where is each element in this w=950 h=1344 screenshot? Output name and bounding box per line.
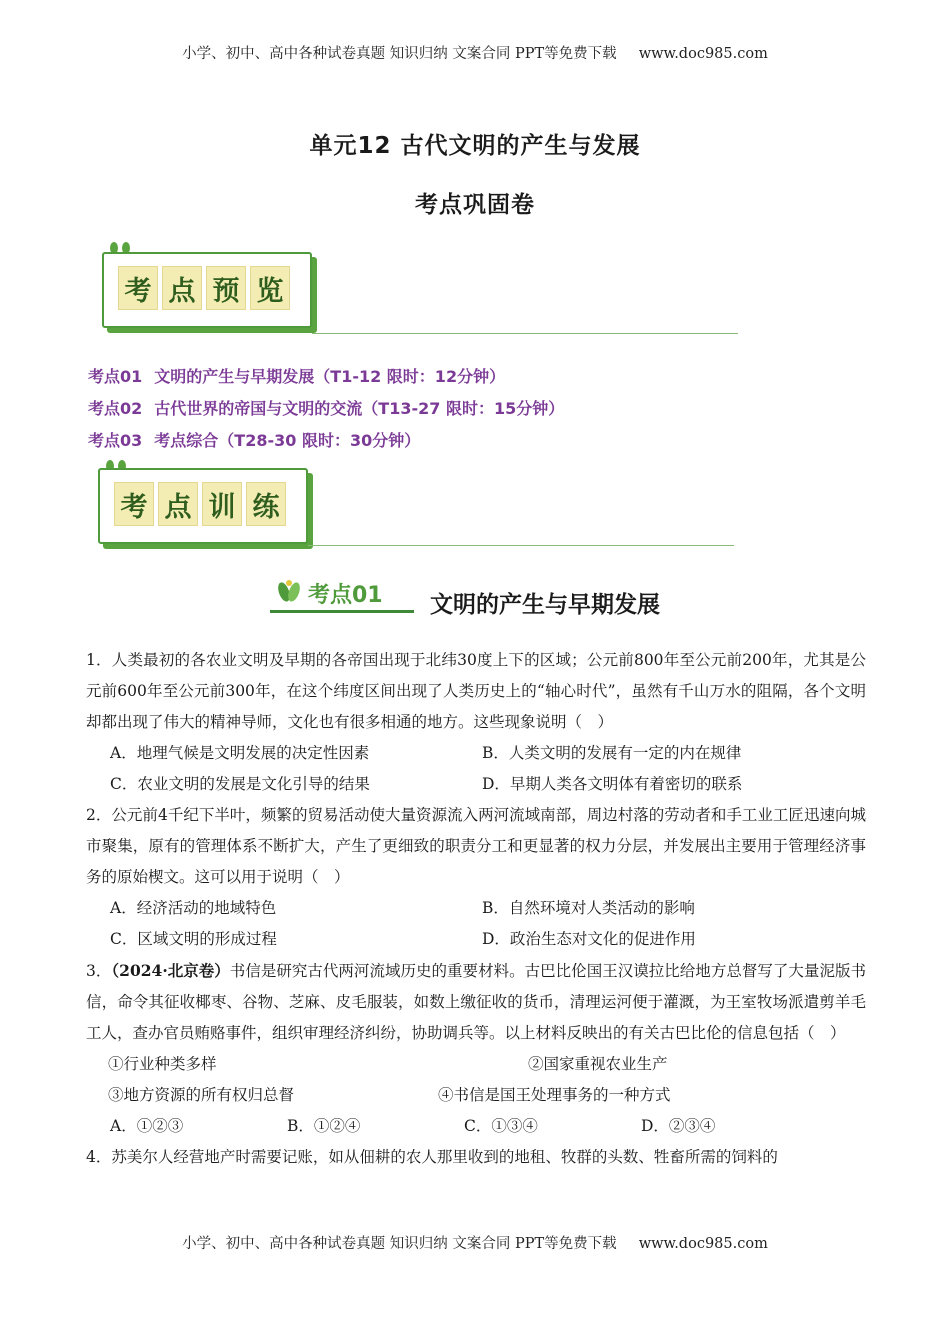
banner-char: 点 — [158, 482, 198, 526]
toc-num: 考点01 — [88, 367, 143, 386]
option: D．早期人类各文明体有着密切的联系 — [482, 775, 743, 793]
banner-char: 训 — [202, 482, 242, 526]
banner-char: 览 — [250, 266, 290, 310]
option: C．区域文明的形成过程 — [110, 930, 277, 948]
page-footer — [0, 1232, 950, 1253]
section-badge-label: 考点01 — [308, 583, 383, 608]
question-3-statements — [86, 1049, 866, 1080]
question-4-stem: 4．苏美尔人经营地产时需要记账，如从佃耕的农人那里收到的地租、牧群的头数、牲畜所需的饲料的 — [86, 1148, 778, 1166]
statement: ④书信是国王处理事务的一种方式 — [438, 1086, 671, 1104]
toc-item-3 — [88, 428, 420, 451]
question-1-stem: 1．人类最初的各农业文明及早期的各帝国出现于北纬30度上下的区域；公元前800年至公元前200年，尤其是公元前600年至公元前300年，在这个纬度区间出现了人类历史上的“轴心时代”，虽然有千山万水的阻隔，各个文明却都出现了伟大的精神导师，文化也有很多相通的地方。这些现象说明（ ） — [86, 651, 866, 731]
leaf-icon — [274, 578, 304, 608]
banner-preview — [102, 252, 312, 328]
banner-char: 点 — [162, 266, 202, 310]
question-2-options — [86, 893, 866, 955]
question-number: 3． — [86, 962, 112, 980]
option: B．①②④ — [287, 1117, 361, 1135]
question-3-statements — [86, 1080, 866, 1111]
option: B．自然环境对人类活动的影响 — [482, 899, 695, 917]
footer-url: www.doc985.com — [638, 1236, 768, 1252]
question-text: 书信是研究古代两河流域历史的重要材料。古巴比伦国王汉谟拉比给地方总督写了大量泥版书信，命令其征收椰枣、谷物、芝麻、皮毛服装，如数上缴征收的货币，清理运河便于灌溉，为王室牧场派遣剪羊毛工人，查办官员贿赂事件，组织审理经济纠纷，协助调兵等。以上材料反映出的有关古巴比伦的信息包括（ ） — [86, 962, 866, 1042]
page-subtitle: 考点巩固卷 — [415, 192, 535, 218]
divider — [312, 333, 738, 334]
toc-item-1 — [88, 364, 505, 387]
divider — [308, 545, 734, 546]
statement: ③地方资源的所有权归总督 — [108, 1086, 295, 1104]
option: D．②③④ — [641, 1117, 716, 1135]
banner-training — [98, 468, 308, 544]
header-left-text: 小学、初中、高中各种试卷真题 知识归纳 文案合同 PPT等免费下载 — [182, 46, 617, 62]
question-2-stem: 2．公元前4千纪下半叶，频繁的贸易活动使大量资源流入两河流域南部，周边村落的劳动者和手工业工匠迅速向城市聚集，原有的管理体系不断扩大，产生了更细致的职责分工和更显著的权力分层，并发展出主要用于管理经济事务的原始楔文。这可以用于说明（ ） — [86, 806, 866, 886]
toc-text: 考点综合（T28-30 限时：30分钟） — [154, 431, 421, 450]
option: C．农业文明的发展是文化引导的结果 — [110, 775, 370, 793]
option: C．①③④ — [464, 1117, 538, 1135]
statement: ②国家重视农业生产 — [528, 1055, 668, 1073]
banner-char: 练 — [246, 482, 286, 526]
section-title: 文明的产生与早期发展 — [430, 592, 660, 618]
statement: ①行业种类多样 — [108, 1055, 217, 1073]
question-3-options — [86, 1111, 866, 1142]
toc-text: 古代世界的帝国与文明的交流（T13-27 限时：15分钟） — [154, 399, 565, 418]
page-title: 单元12 古代文明的产生与发展 — [309, 133, 641, 159]
section-badge — [270, 576, 414, 613]
source-tag: （2024·北京卷） — [111, 961, 230, 980]
toc-item-2 — [88, 396, 564, 419]
footer-left-text: 小学、初中、高中各种试卷真题 知识归纳 文案合同 PPT等免费下载 — [182, 1236, 617, 1252]
page-header — [0, 42, 950, 63]
option: B．人类文明的发展有一定的内在规律 — [482, 744, 742, 762]
banner-char: 考 — [118, 266, 158, 310]
toc-num: 考点02 — [88, 399, 143, 418]
toc-num: 考点03 — [88, 431, 143, 450]
question-list — [86, 645, 866, 1173]
option: A．①②③ — [110, 1117, 184, 1135]
header-url: www.doc985.com — [638, 46, 768, 62]
option: A．地理气候是文明发展的决定性因素 — [110, 744, 370, 762]
option: D．政治生态对文化的促进作用 — [482, 930, 696, 948]
banner-char: 考 — [114, 482, 154, 526]
question-1-options — [86, 738, 866, 800]
toc-text: 文明的产生与早期发展（T1-12 限时：12分钟） — [154, 367, 506, 386]
banner-char: 预 — [206, 266, 246, 310]
option: A．经济活动的地域特色 — [110, 899, 277, 917]
question-3-stem — [86, 955, 866, 1049]
